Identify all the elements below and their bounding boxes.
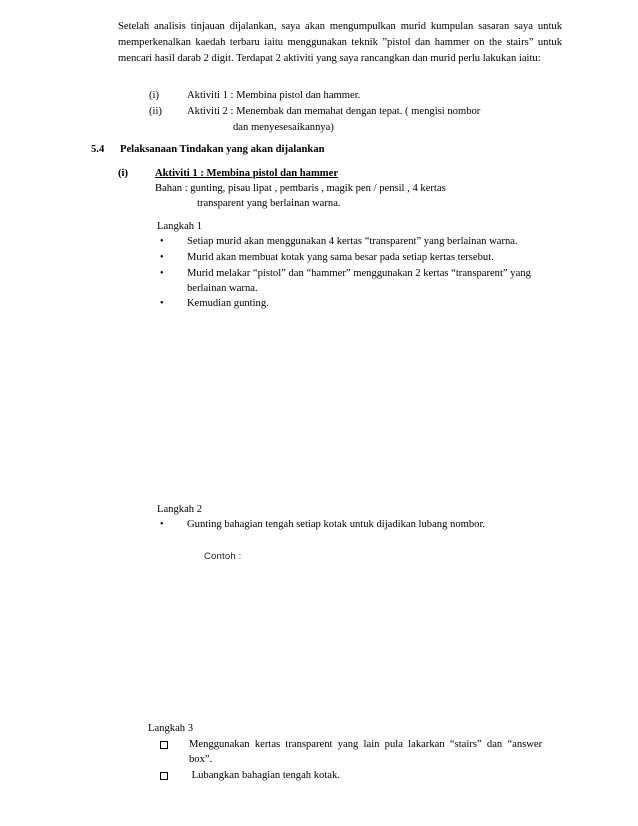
bahan-line-2: transparent yang berlainan warna. — [197, 198, 341, 209]
contoh-label: Contoh : — [204, 551, 242, 562]
bullet-icon: • — [160, 268, 164, 279]
langkah-1-heading: Langkah 1 — [157, 221, 203, 232]
langkah-1-bullet-3: Murid melakar “pistol” dan “hammer” menggunakan 2 kertas “transparent” yang — [187, 268, 531, 279]
bullet-icon: • — [160, 298, 164, 309]
langkah-3-item-1-continuation: box”. — [189, 754, 213, 765]
bahan-line-1: Bahan : gunting, pisau lipat , pembaris , magik pen / pensil , 4 kertas — [155, 183, 446, 194]
langkah-3-item-2: Lubangkan bahagian tengah kotak. — [189, 770, 340, 781]
bullet-icon: • — [160, 252, 164, 263]
intro-paragraph: Setelah analisis tinjauan dijalankan, saya akan mengumpulkan murid kumpulan sasaran saya untuk memperkenalkan kaedah terbaru iaitu menggunakan teknik ”pistol dan hammer on the stairs” untuk mencari hasil darab 2 digit. Terdapat 2 aktiviti yang saya rancangkan dan murid perlu lakukan iaitu: — [118, 21, 562, 64]
langkah-2-bullet-1: Gunting bahagian tengah setiap kotak untuk dijadikan lubang nombor. — [187, 519, 486, 530]
checkbox-icon — [160, 737, 168, 755]
section-title: Pelaksanaan Tindakan yang akan dijalankan — [120, 144, 325, 155]
activity-1-num: (i) — [149, 90, 159, 101]
activity-2-continuation: dan menyesesaikannya) — [233, 122, 334, 133]
section-number: 5.4 — [91, 144, 105, 155]
bullet-icon: • — [160, 519, 164, 530]
langkah-1-bullet-3-continuation: berlainan warna. — [187, 283, 258, 294]
langkah-1-bullet-4: Kemudian gunting. — [187, 298, 269, 309]
sub-item-title: Aktiviti 1 : Membina pistol dan hammer — [155, 168, 339, 179]
activity-1-text: Aktiviti 1 : Membina pistol dan hammer. — [187, 90, 361, 101]
bullet-icon: • — [160, 236, 164, 247]
sub-item-num: (i) — [118, 168, 128, 179]
checkbox-icon — [160, 768, 168, 786]
activity-2-num: (ii) — [149, 106, 162, 117]
langkah-2-heading: Langkah 2 — [157, 504, 203, 515]
langkah-3-heading: Langkah 3 — [148, 723, 194, 734]
activity-2-text: Aktiviti 2 : Menembak dan memahat dengan tepat. ( mengisi nombor — [187, 106, 481, 117]
langkah-3-item-1: Menggunakan kertas transparent yang lain pula lakarkan “stairs” dan “answer — [189, 739, 543, 750]
langkah-1-bullet-2: Murid akan membuat kotak yang sama besar pada setiap kertas tersebut. — [187, 252, 494, 263]
langkah-1-bullet-1: Setiap murid akan menggunakan 4 kertas “transparent” yang berlainan warna. — [187, 236, 518, 247]
